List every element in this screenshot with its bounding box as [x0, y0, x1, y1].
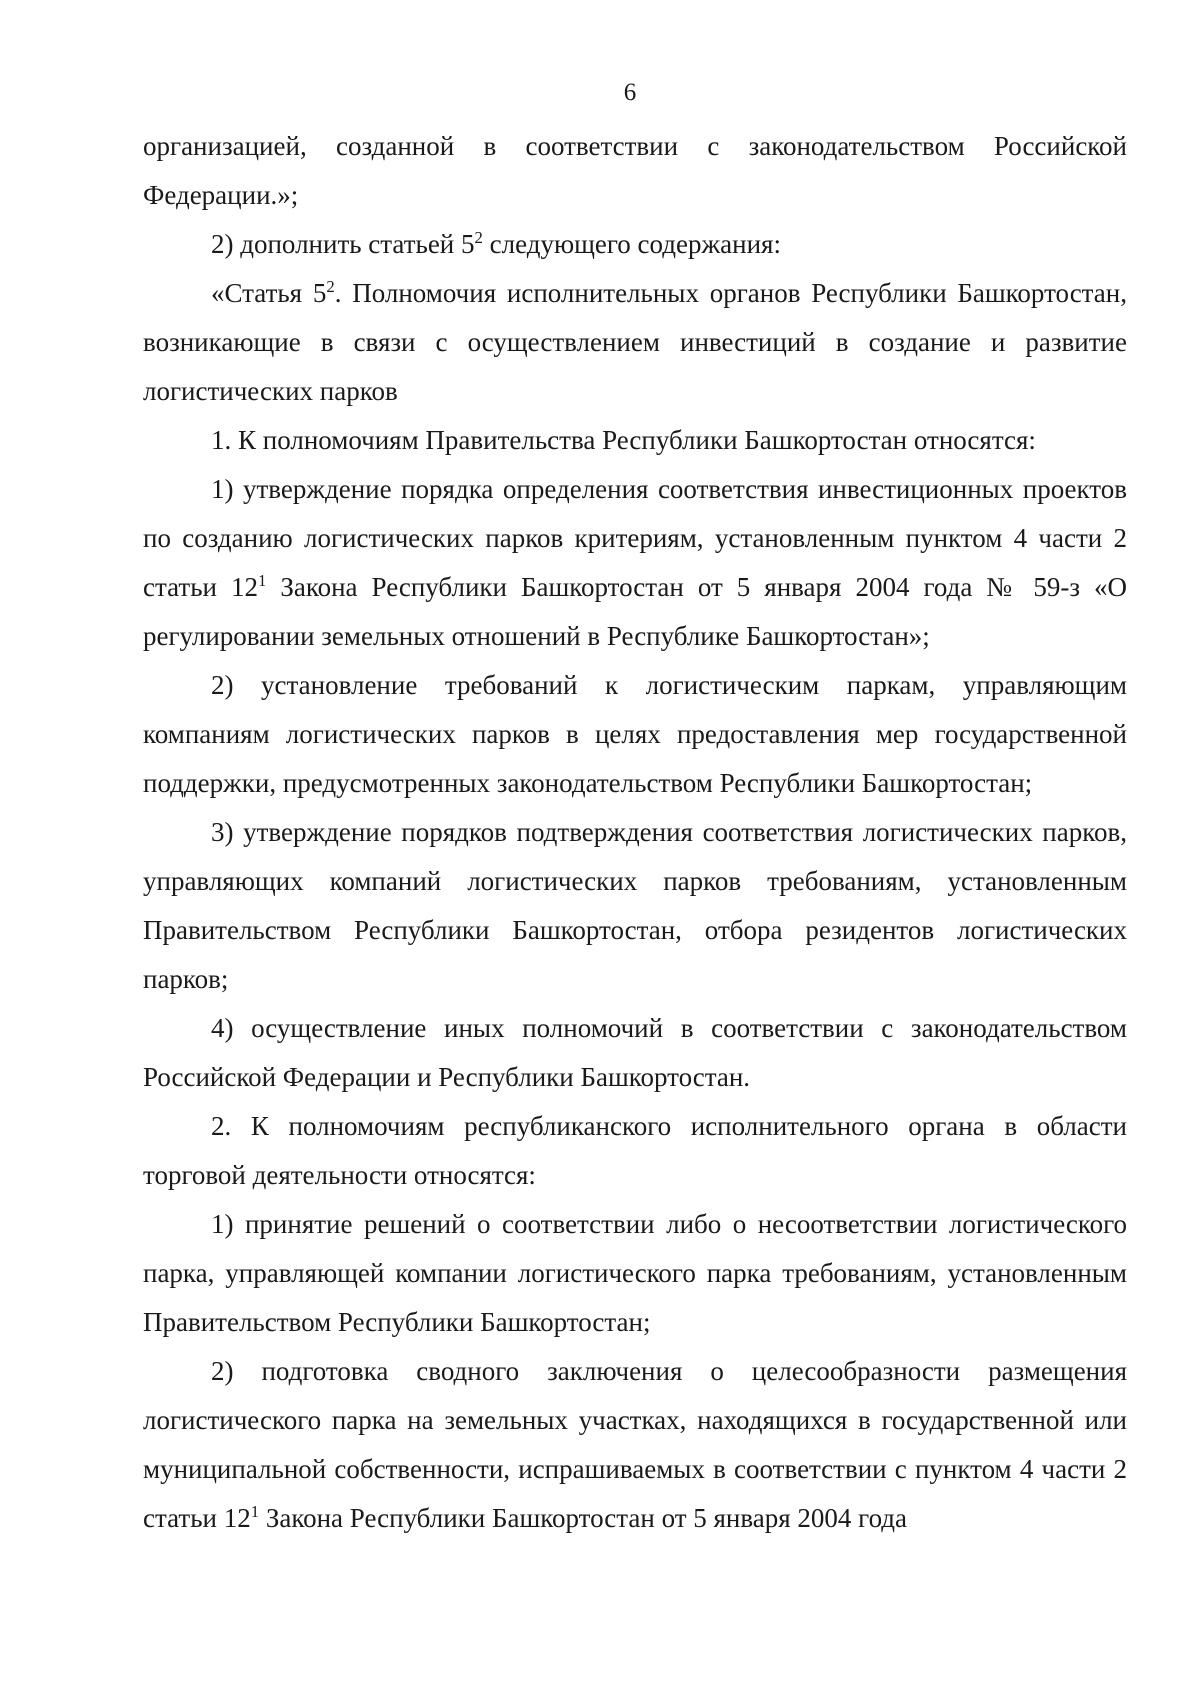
- paragraph-item-3: 3) утверждение порядков подтверждения соответствия логистических парков, управляющих компаний логистических парков требованиям, установленным Правительством Республики Башкортостан, отбора резидентов логистических парков;: [143, 817, 1127, 994]
- paragraph-continuation: организацией, созданной в соответствии с законодательством Российской Федерации.»;: [143, 131, 1127, 210]
- text-run: 2) подготовка сводного заключения о целесообразности размещения логистического парка на земельных участках, находящихся в государственной или муниципальной собственности, испрашиваемых в соответствии с пунктом 4 части 2 статьи 12: [143, 1356, 1127, 1533]
- paragraph-item-4: 4) осуществление иных полномочий в соответствии с законодательством Российской Федерации и Республики Башкортостан.: [143, 1013, 1127, 1092]
- article-heading: [143, 269, 1127, 416]
- paragraph-part2-item-2: [143, 1347, 1127, 1543]
- superscript: 2: [326, 277, 335, 296]
- text-run: Закона Республики Башкортостан от 5 января 2004 года № 59-з «О регулировании земельных отношений в Республике Башкортостан»;: [143, 572, 1127, 651]
- paragraph-part-1: 1. К полномочиям Правительства Республики Башкортостан относятся:: [211, 425, 1036, 455]
- text-run: 1) утверждение порядка определения соответствия инвестиционных проектов по созданию логистических парков критериям, установленным пунктом 4 части 2 статьи 12: [143, 474, 1127, 602]
- superscript: 2: [474, 228, 483, 247]
- text-run: «Статья 5: [211, 278, 327, 308]
- page-number: 6: [623, 79, 637, 106]
- superscript: 1: [250, 1502, 260, 1521]
- superscript: 1: [257, 571, 267, 590]
- text-run: 2) дополнить статьей 5: [211, 229, 475, 259]
- paragraph-amendment: [143, 220, 1127, 269]
- paragraph-item-2: 2) установление требований к логистическим паркам, управляющим компаниям логистических парков в целях предоставления мер государственной поддержки, предусмотренных законодательством Республики Башкортостан;: [143, 670, 1127, 798]
- text-run: Закона Республики Башкортостан от 5 января 2004 года: [259, 1503, 908, 1533]
- paragraph-part2-item-1: 1) принятие решений о соответствии либо о несоответствии логистического парка, управляющей компании логистического парка требованиям, установленным Правительством Республики Башкортостан;: [143, 1209, 1127, 1337]
- document-body: [143, 122, 1127, 1543]
- text-run: следующего содержания:: [482, 229, 781, 259]
- text-run: . Полномочия исполнительных органов Республики Башкортостан, возникающие в связи с осуществлением инвестиций в создание и развитие логистических парков: [143, 278, 1127, 406]
- paragraph-item-1: [143, 465, 1127, 661]
- paragraph-part-2: 2. К полномочиям республиканского исполнительного органа в области торговой деятельности относятся:: [143, 1111, 1127, 1190]
